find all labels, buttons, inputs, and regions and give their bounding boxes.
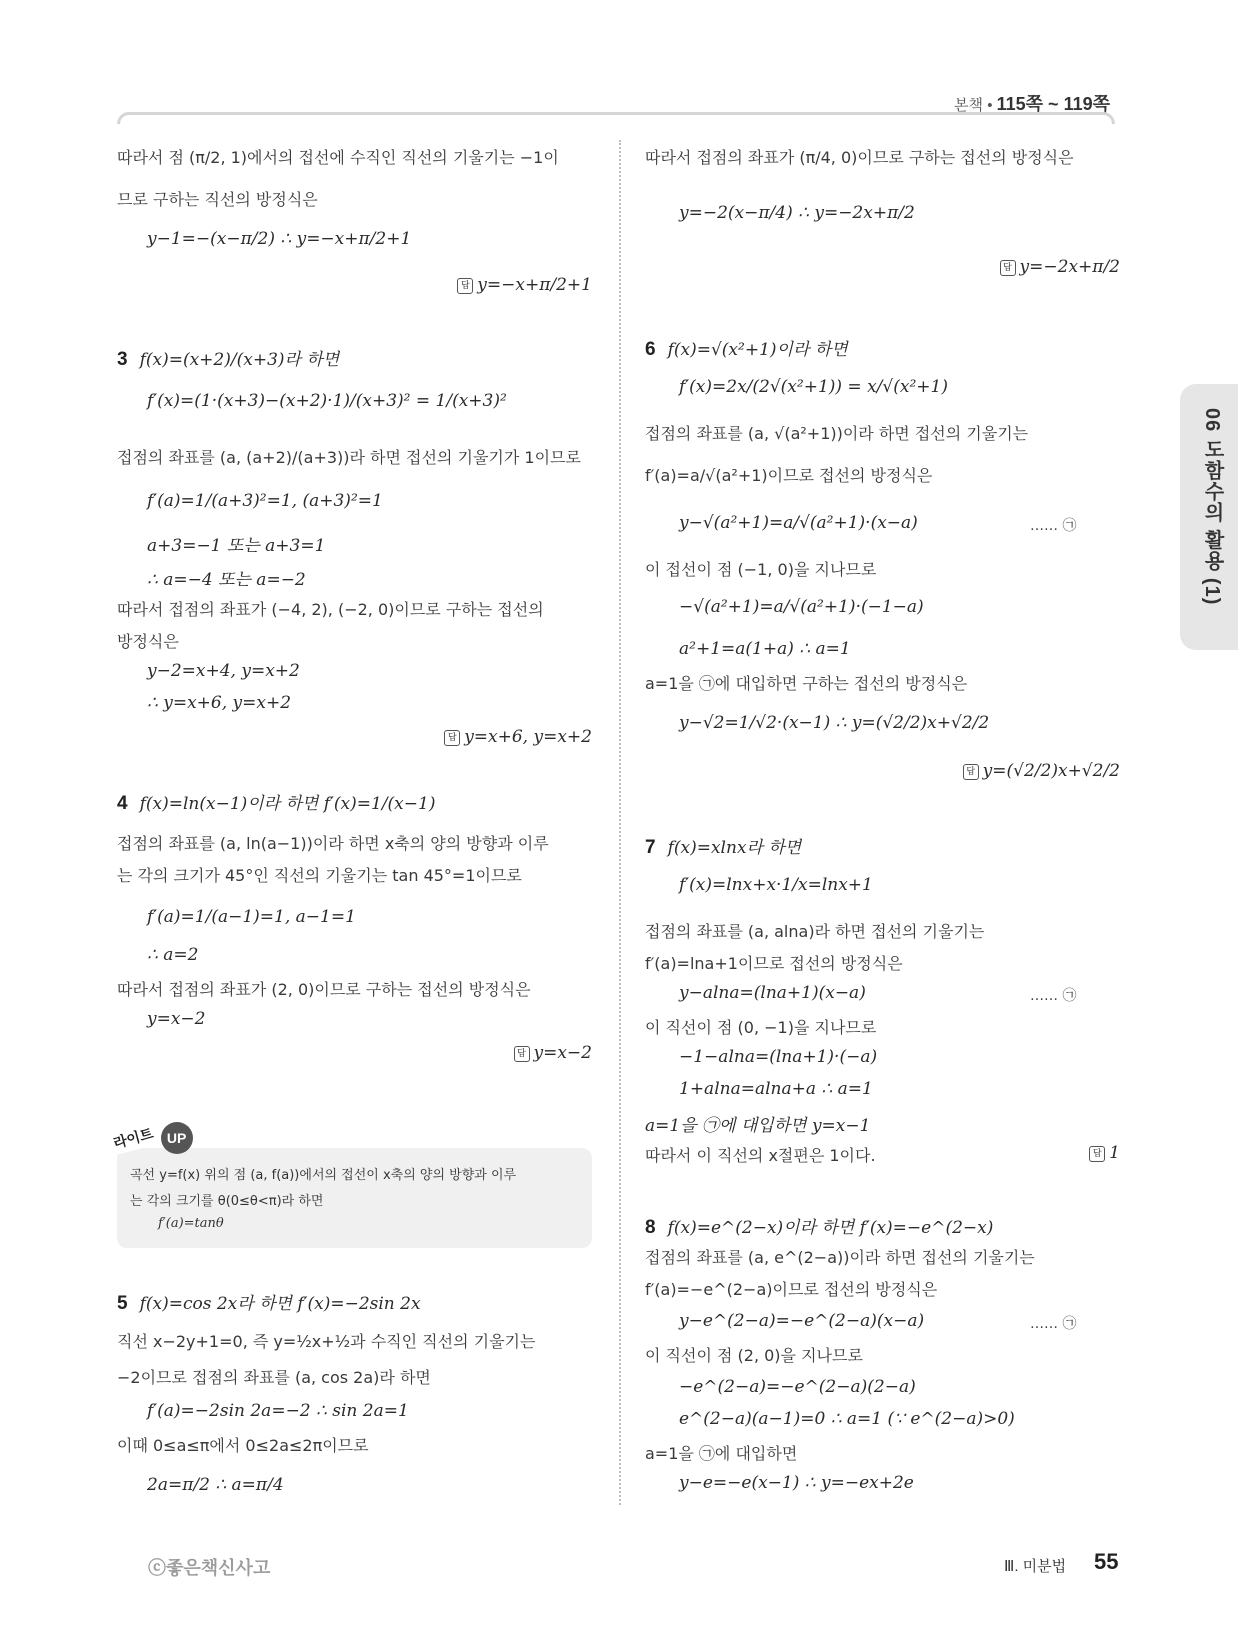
- equation: f′(x)=2x/(2√(x²+1)) = x/√(x²+1): [679, 377, 948, 397]
- chapter-side-tab: [1180, 384, 1238, 650]
- equation: f′(a)=−2sin 2a=−2 ∴ sin 2a=1: [147, 1401, 409, 1421]
- tip-badge: [108, 1122, 193, 1156]
- answer-text: y=x−2: [533, 1043, 592, 1063]
- answer: [514, 1043, 593, 1063]
- text-line: 이때 0≤a≤π에서 0≤2a≤2π이므로: [117, 1436, 369, 1455]
- tip-formula: f′(a)=tanθ: [158, 1216, 224, 1231]
- text-line: 접점의 좌표를 (a, alna)라 하면 접선의 기울기는: [645, 922, 985, 941]
- text-line: 이 접선이 점 (−1, 0)을 지나므로: [645, 560, 877, 579]
- circled-marker: …… ㉠: [1030, 988, 1077, 1004]
- answer-icon: 답: [444, 730, 460, 746]
- chapter-title: 06 도함수의 활용 (1): [1201, 408, 1223, 606]
- tip-text: 는 각의 크기를 θ(0≤θ<π)라 하면: [130, 1194, 324, 1209]
- text-line: 는 각의 크기가 45°인 직선의 기울기는 tan 45°=1이므로: [117, 866, 522, 885]
- text-line: 접점의 좌표를 (a, (a+2)/(a+3))라 하면 접선의 기울기가 1이므로: [117, 448, 581, 467]
- equation: ∴ a=2: [147, 945, 199, 965]
- equation: 1+alna=alna+a ∴ a=1: [679, 1079, 873, 1099]
- text-line: 이 직선이 점 (2, 0)을 지나므로: [645, 1346, 863, 1365]
- equation: −√(a²+1)=a/√(a²+1)·(−1−a): [679, 597, 924, 617]
- equation: f′(a)=1/(a+3)²=1, (a+3)²=1: [147, 491, 383, 511]
- answer: [963, 761, 1120, 781]
- equation: f(x)=cos 2x라 하면 f′(x)=−2sin 2x: [139, 1294, 421, 1314]
- text-line: f′(a)=a/√(a²+1)이므로 접선의 방정식은: [645, 466, 933, 485]
- equation: f(x)=e^(2−x)이라 하면 f′(x)=−e^(2−x): [667, 1218, 994, 1238]
- tip-badge-lite: 라이트: [106, 1120, 161, 1156]
- circled-marker: …… ㉠: [1030, 518, 1077, 534]
- answer-icon: 답: [457, 278, 473, 294]
- equation: y−e^(2−a)=−e^(2−a)(x−a): [679, 1311, 925, 1331]
- equation: −1−alna=(lna+1)·(−a): [679, 1047, 878, 1067]
- text-line: 접점의 좌표를 (a, √(a²+1))이라 하면 접선의 기울기는: [645, 424, 1029, 443]
- text-line: 따라서 점 (π/2, 1)에서의 접선에 수직인 직선의 기울기는 −1이: [117, 148, 559, 167]
- equation: f(x)=√(x²+1)이라 하면: [667, 340, 848, 360]
- equation: y=−2(x−π/4) ∴ y=−2x+π/2: [679, 203, 915, 223]
- tip-badge-up: UP: [161, 1122, 193, 1154]
- problem-number: 3: [117, 349, 128, 370]
- equation: f′(x)=(1·(x+3)−(x+2)·1)/(x+3)² = 1/(x+3)²: [147, 391, 507, 411]
- answer: [1000, 257, 1120, 277]
- equation: y−2=x+4, y=x+2: [147, 661, 300, 681]
- equation: y−√2=1/√2·(x−1) ∴ y=(√2/2)x+√2/2: [679, 713, 990, 733]
- equation: a+3=−1 또는 a+3=1: [147, 536, 326, 556]
- column-divider: [619, 140, 621, 1505]
- answer-text: y=−2x+π/2: [1019, 257, 1120, 277]
- problem-8: [645, 1213, 993, 1239]
- text-line: f′(a)=lna+1이므로 접선의 방정식은: [645, 954, 903, 973]
- text-line: 따라서 접점의 좌표가 (π/4, 0)이므로 구하는 접선의 방정식은: [645, 148, 1074, 167]
- equation: a=1을 ㉠에 대입하면 y=x−1: [645, 1116, 871, 1136]
- equation: y−e=−e(x−1) ∴ y=−ex+2e: [679, 1473, 914, 1493]
- book-ref-label: 본책 •: [954, 97, 997, 114]
- answer-icon: 답: [1000, 260, 1016, 276]
- equation: −e^(2−a)=−e^(2−a)(2−a): [679, 1377, 916, 1397]
- publisher-logo: ⓒ좋은책신사고: [148, 1558, 271, 1578]
- equation: y−√(a²+1)=a/√(a²+1)·(x−a): [679, 513, 918, 533]
- equation: ∴ a=−4 또는 a=−2: [147, 570, 306, 590]
- problem-number: 4: [117, 793, 128, 814]
- equation: 2a=π/2 ∴ a=π/4: [147, 1475, 284, 1495]
- answer-text: 1: [1109, 1143, 1120, 1163]
- text-line: 접점의 좌표를 (a, e^(2−a))이라 하면 접선의 기울기는: [645, 1248, 1035, 1267]
- problem-number: 6: [645, 339, 656, 360]
- problem-5: [117, 1289, 421, 1315]
- text-line: 따라서 접점의 좌표가 (2, 0)이므로 구하는 접선의 방정식은: [117, 980, 531, 999]
- text-line: a=1을 ㉠에 대입하면: [645, 1444, 798, 1463]
- problem-number: 8: [645, 1217, 656, 1238]
- equation: f′(a)=1/(a−1)=1, a−1=1: [147, 907, 356, 927]
- equation: f(x)=xlnx라 하면: [667, 838, 802, 858]
- problem-3: [117, 345, 339, 371]
- problem-number: 7: [645, 837, 656, 858]
- header-rule: [117, 112, 1115, 124]
- text-line: 직선 x−2y+1=0, 즉 y=½x+½과 수직인 직선의 기울기는: [117, 1332, 536, 1351]
- equation: e^(2−a)(a−1)=0 ∴ a=1 (∵ e^(2−a)>0): [679, 1409, 1015, 1429]
- text-line: 므로 구하는 직선의 방정식은: [117, 190, 318, 209]
- section-label: Ⅲ. 미분법: [1004, 1558, 1067, 1575]
- equation: ∴ y=x+6, y=x+2: [147, 693, 292, 713]
- equation: a²+1=a(1+a) ∴ a=1: [679, 639, 851, 659]
- text-line: a=1을 ㉠에 대입하면 구하는 접선의 방정식은: [645, 674, 968, 693]
- equation: y=x−2: [147, 1009, 206, 1029]
- page-number: 55: [1094, 1549, 1119, 1574]
- text-line: 따라서 이 직선의 x절편은 1이다.: [645, 1146, 876, 1165]
- problem-6: [645, 335, 848, 361]
- text-line: 방정식은: [117, 632, 179, 651]
- answer-icon: 답: [514, 1046, 530, 1062]
- problem-number: 5: [117, 1293, 128, 1314]
- problem-4: [117, 789, 435, 815]
- page-range: 115쪽 ~ 119쪽: [996, 94, 1110, 114]
- problem-7: [645, 833, 801, 859]
- answer-text: y=x+6, y=x+2: [464, 727, 592, 747]
- equation: f(x)=ln(x−1)이라 하면 f′(x)=1/(x−1): [139, 794, 436, 814]
- text-line: 따라서 접점의 좌표가 (−4, 2), (−2, 0)이므로 구하는 접선의: [117, 600, 544, 619]
- equation: f′(x)=lnx+x·1/x=lnx+1: [679, 875, 873, 895]
- equation: y−1=−(x−π/2) ∴ y=−x+π/2+1: [147, 229, 412, 249]
- text-line: 이 직선이 점 (0, −1)을 지나므로: [645, 1018, 877, 1037]
- equation: f(x)=(x+2)/(x+3)라 하면: [139, 350, 340, 370]
- equation: y−alna=(lna+1)(x−a): [679, 983, 866, 1003]
- answer-text: y=−x+π/2+1: [477, 275, 592, 295]
- tip-text: 곡선 y=f(x) 위의 점 (a, f(a))에서의 접선이 x축의 양의 방향과 이루: [130, 1168, 517, 1183]
- answer-icon: 답: [963, 764, 979, 780]
- answer: [457, 275, 592, 295]
- answer: [1089, 1143, 1120, 1163]
- text-line: 접점의 좌표를 (a, ln(a−1))이라 하면 x축의 양의 방향과 이루: [117, 834, 549, 853]
- answer-icon: 답: [1089, 1146, 1105, 1162]
- circled-marker: …… ㉠: [1030, 1316, 1077, 1332]
- answer-text: y=(√2/2)x+√2/2: [982, 761, 1120, 781]
- text-line: −2이므로 접점의 좌표를 (a, cos 2a)라 하면: [117, 1368, 431, 1387]
- text-line: f′(a)=−e^(2−a)이므로 접선의 방정식은: [645, 1280, 938, 1299]
- answer: [444, 727, 592, 747]
